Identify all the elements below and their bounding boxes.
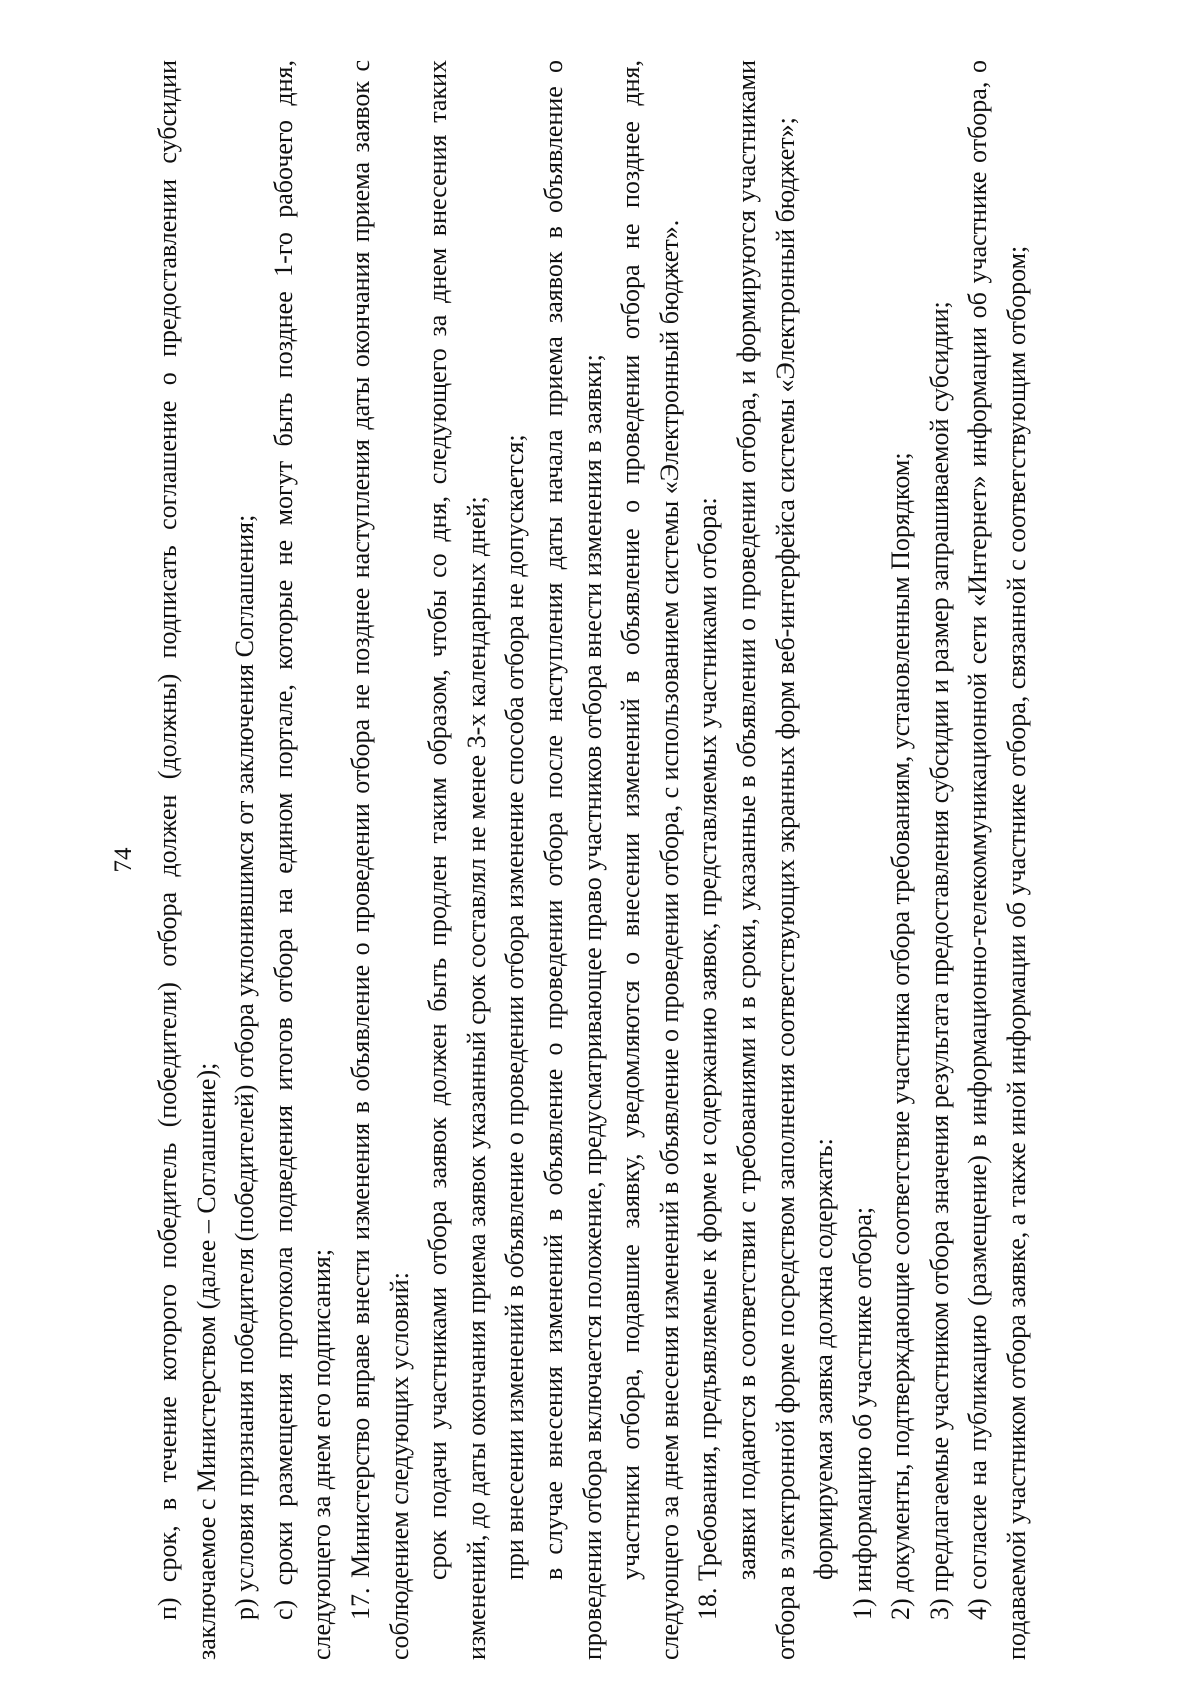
paragraph-r: р) условия признания победителя (победителей) отбора уклонившимся от заключения Соглашения; [230, 514, 260, 1620]
list-item-1: 1) информацию об участнике отбора; [847, 1206, 877, 1620]
paragraph-18-submit: заявки подаются в соответствии с требованиями и в сроки, указанные в объявлении о проведении отбора, и формируются участниками отбора в электронной форме посредством заполнения соответствующих экранных форм веб-интерфейса системы «Электронный бюджет»; [731, 60, 800, 1660]
paragraph-17-notify: участники отбора, подавшие заявку, уведомляются о внесении изменений в объявление о проведении отбора не позднее дня, следующего за днем внесения изменений в объявление о проведении отбора, с использованием системы «Электронный бюджет». [616, 60, 684, 1660]
document-body [149, 60, 1037, 1660]
paragraph-17-changes: в случае внесения изменений в объявление о проведении отбора после наступления даты начала приема заявок в объявление о проведении отбора включается положение, предусматривающее право участников отбора внести изменения в заявки; [538, 60, 607, 1660]
paragraph-s: с) сроки размещения протокола подведения итогов отбора на едином портале, которые не могут быть позднее 1-го рабочего дня, следующего за днем его подписания; [268, 60, 337, 1660]
list-item-2: 2) документы, подтверждающие соответствие участника отбора требованиям, установленным Порядком; [886, 452, 916, 1620]
rotated-text-block [105, 60, 1085, 1660]
paragraph-17-term: срок подачи участниками отбора заявок должен быть продлен таким образом, чтобы со дня, следующего за днем внесения таких изменений, до даты окончания приема заявок указанный срок составлял не менее 3-х календарных дней; [423, 60, 491, 1660]
list-item-3: 3) предлагаемые участником отбора значения результата предоставления субсидии и размер запрашиваемой субсидии; [924, 301, 954, 1620]
paragraph-18-content: формируемая заявка должна содержать: [809, 1138, 839, 1580]
paragraph-17-method: при внесении изменений в объявление о проведении отбора изменение способа отбора не допускается; [500, 434, 530, 1580]
paragraph-18: 18. Требования, предъявляемые к форме и содержанию заявок, представляемых участниками отбора: [693, 497, 723, 1620]
paragraph-p: п) срок, в течение которого победитель (победители) отбора должен (должны) подписать соглашение о предоставлении субсидии заключаемое с Министерством (далее – Соглашение); [153, 60, 221, 1660]
page-number: 74 [110, 847, 137, 873]
paragraph-17: 17. Министерство вправе внести изменения в объявление о проведении отбора не позднее наступления даты окончания приема заявок с соблюдением следующих условий: [345, 60, 414, 1660]
list-item-4: 4) согласие на публикацию (размещение) в информационно-телекоммуникационной сети «Интернет» информации об участнике отбора, о подаваемой участником отбора заявке, а также иной информации об участнике отбора, связанной с соответствующим отбором; [963, 60, 1032, 1660]
